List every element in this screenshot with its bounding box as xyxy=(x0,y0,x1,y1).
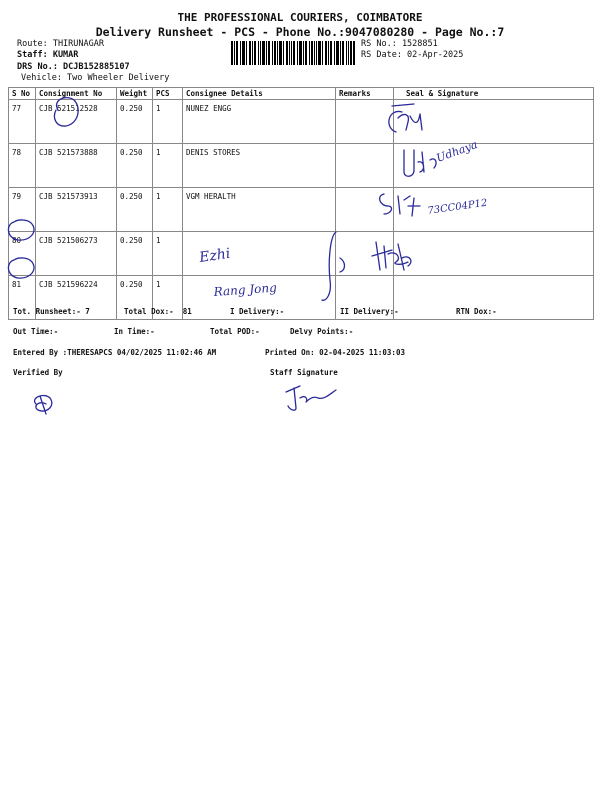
company-title: THE PROFESSIONAL COURIERS, COIMBATORE xyxy=(177,11,423,24)
consignment-number: CJB 521573888 xyxy=(36,144,117,188)
serial-number: 77 xyxy=(9,100,36,144)
column-header: Weight xyxy=(117,88,153,100)
weight-cell: 0.250 xyxy=(117,188,153,232)
rtn-dox: RTN Dox:- xyxy=(456,307,497,316)
ink-phone-row79: 73CC04P12 xyxy=(426,197,489,217)
column-header: PCS xyxy=(153,88,183,100)
ink-signature-row81 xyxy=(372,242,411,270)
verified-by-label: Verified By xyxy=(13,368,63,377)
ii-delivery: II Delivery:- xyxy=(340,307,399,316)
ink-signature-row77 xyxy=(389,104,422,132)
rs-date: RS Date: 02-Apr-2025 xyxy=(361,50,464,60)
consignment-number: CJB 521512528 xyxy=(36,100,117,144)
consignee-cell: VGM HERALTH xyxy=(183,188,336,232)
total-dox: Total Dox:- 81 xyxy=(124,307,192,316)
entered-by: Entered By :THERESAPCS 04/02/2025 11:02:46 AM xyxy=(13,348,217,357)
total-pod: Total POD:- xyxy=(210,327,260,336)
ink-text-row81: Rang Jong xyxy=(213,280,278,299)
ink-verified-mark xyxy=(35,396,52,414)
serial-number: 81 xyxy=(9,276,36,320)
ink-circle-mark xyxy=(8,258,34,278)
printed-on: Printed On: 02-04-2025 11:03:03 xyxy=(265,348,405,357)
pcs-cell: 1 xyxy=(153,188,183,232)
staff-label: Staff: KUMAR xyxy=(17,50,79,60)
weight-cell: 0.250 xyxy=(117,276,153,320)
in-time: In Time:- xyxy=(114,327,155,336)
weight-cell: 0.250 xyxy=(117,100,153,144)
column-header: Seal & Signature xyxy=(394,88,594,100)
drs-number: DRS No.: DCJB152885107 xyxy=(17,62,130,72)
consignee-cell: DENIS STORES xyxy=(183,144,336,188)
ink-staff-signature xyxy=(286,386,336,410)
consignment-number: CJB 521596224 xyxy=(36,276,117,320)
route-label: Route: THIRUNAGAR xyxy=(17,39,104,49)
ink-circle-mark xyxy=(54,98,78,126)
consignee-cell: NUNEZ ENGG xyxy=(183,100,336,144)
vehicle-label: Vehicle: Two Wheeler Delivery xyxy=(21,73,170,83)
column-header: Remarks xyxy=(336,88,394,100)
serial-number: 80 xyxy=(9,232,36,276)
i-delivery: I Delivery:- xyxy=(230,307,285,316)
weight-cell: 0.250 xyxy=(117,232,153,276)
ink-signature-row78 xyxy=(404,150,436,176)
ink-circle-mark xyxy=(8,220,34,240)
out-time: Out Time:- xyxy=(13,327,59,336)
ink-bracket-mark xyxy=(322,232,345,300)
consignment-number: CJB 521573913 xyxy=(36,188,117,232)
runsheet-subtitle: Delivery Runsheet - PCS - Phone No.:9047080280 - Page No.:7 xyxy=(95,25,505,39)
pcs-cell: 1 xyxy=(153,144,183,188)
delvy-points: Delvy Points:- xyxy=(290,327,354,336)
ink-text-row80: Ezhi xyxy=(198,245,232,266)
ink-text-row78: Udhaya xyxy=(434,137,480,165)
column-header: Consignment No xyxy=(36,88,117,100)
weight-cell: 0.250 xyxy=(117,144,153,188)
tot-runsheet: Tot. Runsheet:- 7 xyxy=(13,307,90,316)
pcs-cell: 1 xyxy=(153,232,183,276)
staff-signature-label: Staff Signature xyxy=(270,368,338,377)
serial-number: 78 xyxy=(9,144,36,188)
rs-number: RS No.: 1528851 xyxy=(361,39,438,49)
ink-signature-row79 xyxy=(380,194,420,216)
pcs-cell: 1 xyxy=(153,100,183,144)
column-header: S No xyxy=(9,88,36,100)
consignment-number: CJB 521506273 xyxy=(36,232,117,276)
pcs-cell: 1 xyxy=(153,276,183,320)
column-header: Consignee Details xyxy=(183,88,336,100)
serial-number: 79 xyxy=(9,188,36,232)
